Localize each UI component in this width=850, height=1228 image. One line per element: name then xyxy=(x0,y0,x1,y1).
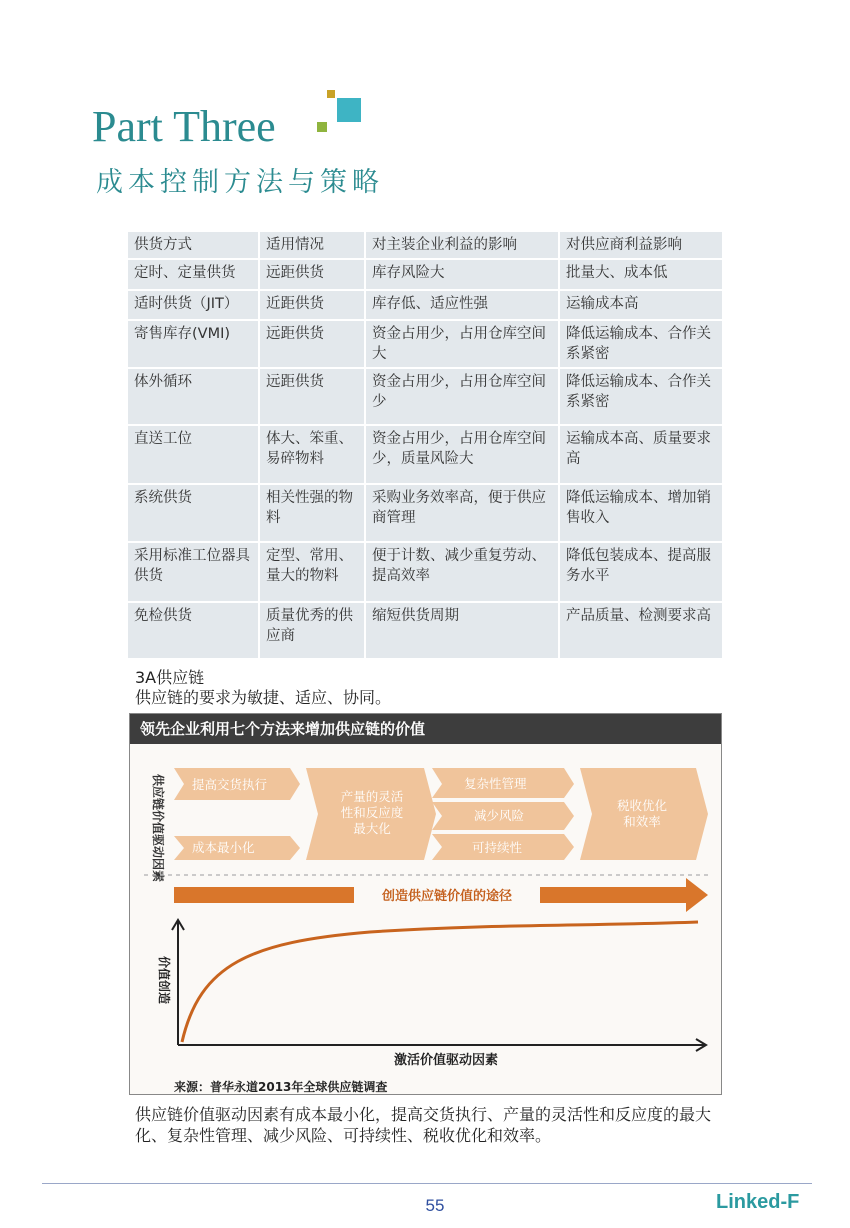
table-cell: 远距供货 xyxy=(259,320,365,368)
table-cell: 相关性强的物料 xyxy=(259,484,365,542)
figure-caption: 供应链价值驱动因素有成本最小化，提高交货执行、产量的灵活性和反应度的最大化、复杂性管理、减少风险、可持续性、税收优化和效率。 xyxy=(135,1105,712,1145)
header-cell: 对主装企业利益的影响 xyxy=(365,231,559,259)
brand-logo: Linked-F xyxy=(716,1191,800,1213)
figure-diagram xyxy=(130,744,722,1095)
driver-label: 税收优化和效率 xyxy=(616,798,668,829)
table-cell: 降低运输成本、合作关系紧密 xyxy=(559,368,723,425)
table-cell: 定时、定量供货 xyxy=(127,259,259,290)
table-cell: 免检供货 xyxy=(127,602,259,659)
chapter-subtitle: 成本控制方法与策略 xyxy=(96,167,384,198)
part-title: Part Three xyxy=(92,102,276,151)
table-cell: 采购业务效率高，便于供应商管理 xyxy=(365,484,559,542)
header-cell: 供货方式 xyxy=(127,231,259,259)
table-cell: 库存风险大 xyxy=(365,259,559,290)
table-row xyxy=(127,484,723,542)
driver-label: 产量的灵活性和反应度最大化 xyxy=(340,789,404,836)
table-cell: 便于计数、减少重复劳动、提高效率 xyxy=(365,542,559,602)
section-subtitle: 供应链的要求为敏捷、适应、协同。 xyxy=(135,688,392,707)
square-gold-icon xyxy=(327,90,335,98)
table-row xyxy=(127,602,723,659)
decorative-squares-icon xyxy=(317,90,367,140)
table-row xyxy=(127,290,723,320)
table-cell: 产品质量、检测要求高 xyxy=(559,602,723,659)
square-green-icon xyxy=(317,122,327,132)
driver-label: 复杂性管理 xyxy=(464,776,527,791)
y-axis-label: 价值创造 xyxy=(157,956,171,1005)
table-cell: 质量优秀的供应商 xyxy=(259,602,365,659)
table-cell: 体大、笨重、易碎物料 xyxy=(259,425,365,484)
table-cell: 近距供货 xyxy=(259,290,365,320)
table-cell: 资金占用少，占用仓库空间少 xyxy=(365,368,559,425)
table-cell: 资金占用少，占用仓库空间大 xyxy=(365,320,559,368)
x-axis-label: 激活价值驱动因素 xyxy=(393,1053,499,1068)
table-cell: 采用标准工位器具供货 xyxy=(127,542,259,602)
table-cell: 库存低、适应性强 xyxy=(365,290,559,320)
table-cell: 缩短供货周期 xyxy=(365,602,559,659)
page-number: 55 xyxy=(425,1196,445,1215)
value-curve xyxy=(182,922,698,1042)
supply-chain-value-figure xyxy=(129,713,722,1095)
table-cell: 寄售库存(VMI) xyxy=(127,320,259,368)
table-cell: 资金占用少，占用仓库空间少，质量风险大 xyxy=(365,425,559,484)
header-cell: 对供应商利益影响 xyxy=(559,231,723,259)
figure-source: 来源：普华永道2013年全球供应链调查 xyxy=(174,1080,388,1094)
footer-divider xyxy=(42,1183,812,1184)
table-cell: 降低包装成本、提高服务水平 xyxy=(559,542,723,602)
section-title: 3A供应链 xyxy=(135,668,205,687)
table-row xyxy=(127,425,723,484)
table-cell: 运输成本高、质量要求高 xyxy=(559,425,723,484)
driver-label: 可持续性 xyxy=(472,840,523,855)
table-cell: 直送工位 xyxy=(127,425,259,484)
table-row xyxy=(127,368,723,425)
driver-label: 减少风险 xyxy=(474,808,525,823)
square-teal-icon xyxy=(337,98,361,122)
page-header xyxy=(92,92,422,212)
table-cell: 体外循环 xyxy=(127,368,259,425)
table-cell: 运输成本高 xyxy=(559,290,723,320)
header-cell: 适用情况 xyxy=(259,231,365,259)
figure-header: 领先企业利用七个方法来增加供应链的价值 xyxy=(130,714,721,744)
table-row xyxy=(127,320,723,368)
driver-label: 提高交货执行 xyxy=(192,777,268,792)
table-cell: 降低运输成本、合作关系紧密 xyxy=(559,320,723,368)
table-cell: 降低运输成本、增加销售收入 xyxy=(559,484,723,542)
table-cell: 系统供货 xyxy=(127,484,259,542)
table-cell: 远距供货 xyxy=(259,368,365,425)
table-header-row xyxy=(127,231,723,259)
driver-label: 成本最小化 xyxy=(192,840,255,855)
table-cell: 远距供货 xyxy=(259,259,365,290)
table-cell: 定型、常用、量大的物料 xyxy=(259,542,365,602)
driver-side-label: 供应链价值驱动因素 xyxy=(151,774,165,883)
path-label: 创造供应链价值的途径 xyxy=(381,889,513,904)
table-row xyxy=(127,542,723,602)
table-row xyxy=(127,259,723,290)
supply-methods-table xyxy=(126,230,722,660)
table-cell: 适时供货（JIT） xyxy=(127,290,259,320)
table-cell: 批量大、成本低 xyxy=(559,259,723,290)
